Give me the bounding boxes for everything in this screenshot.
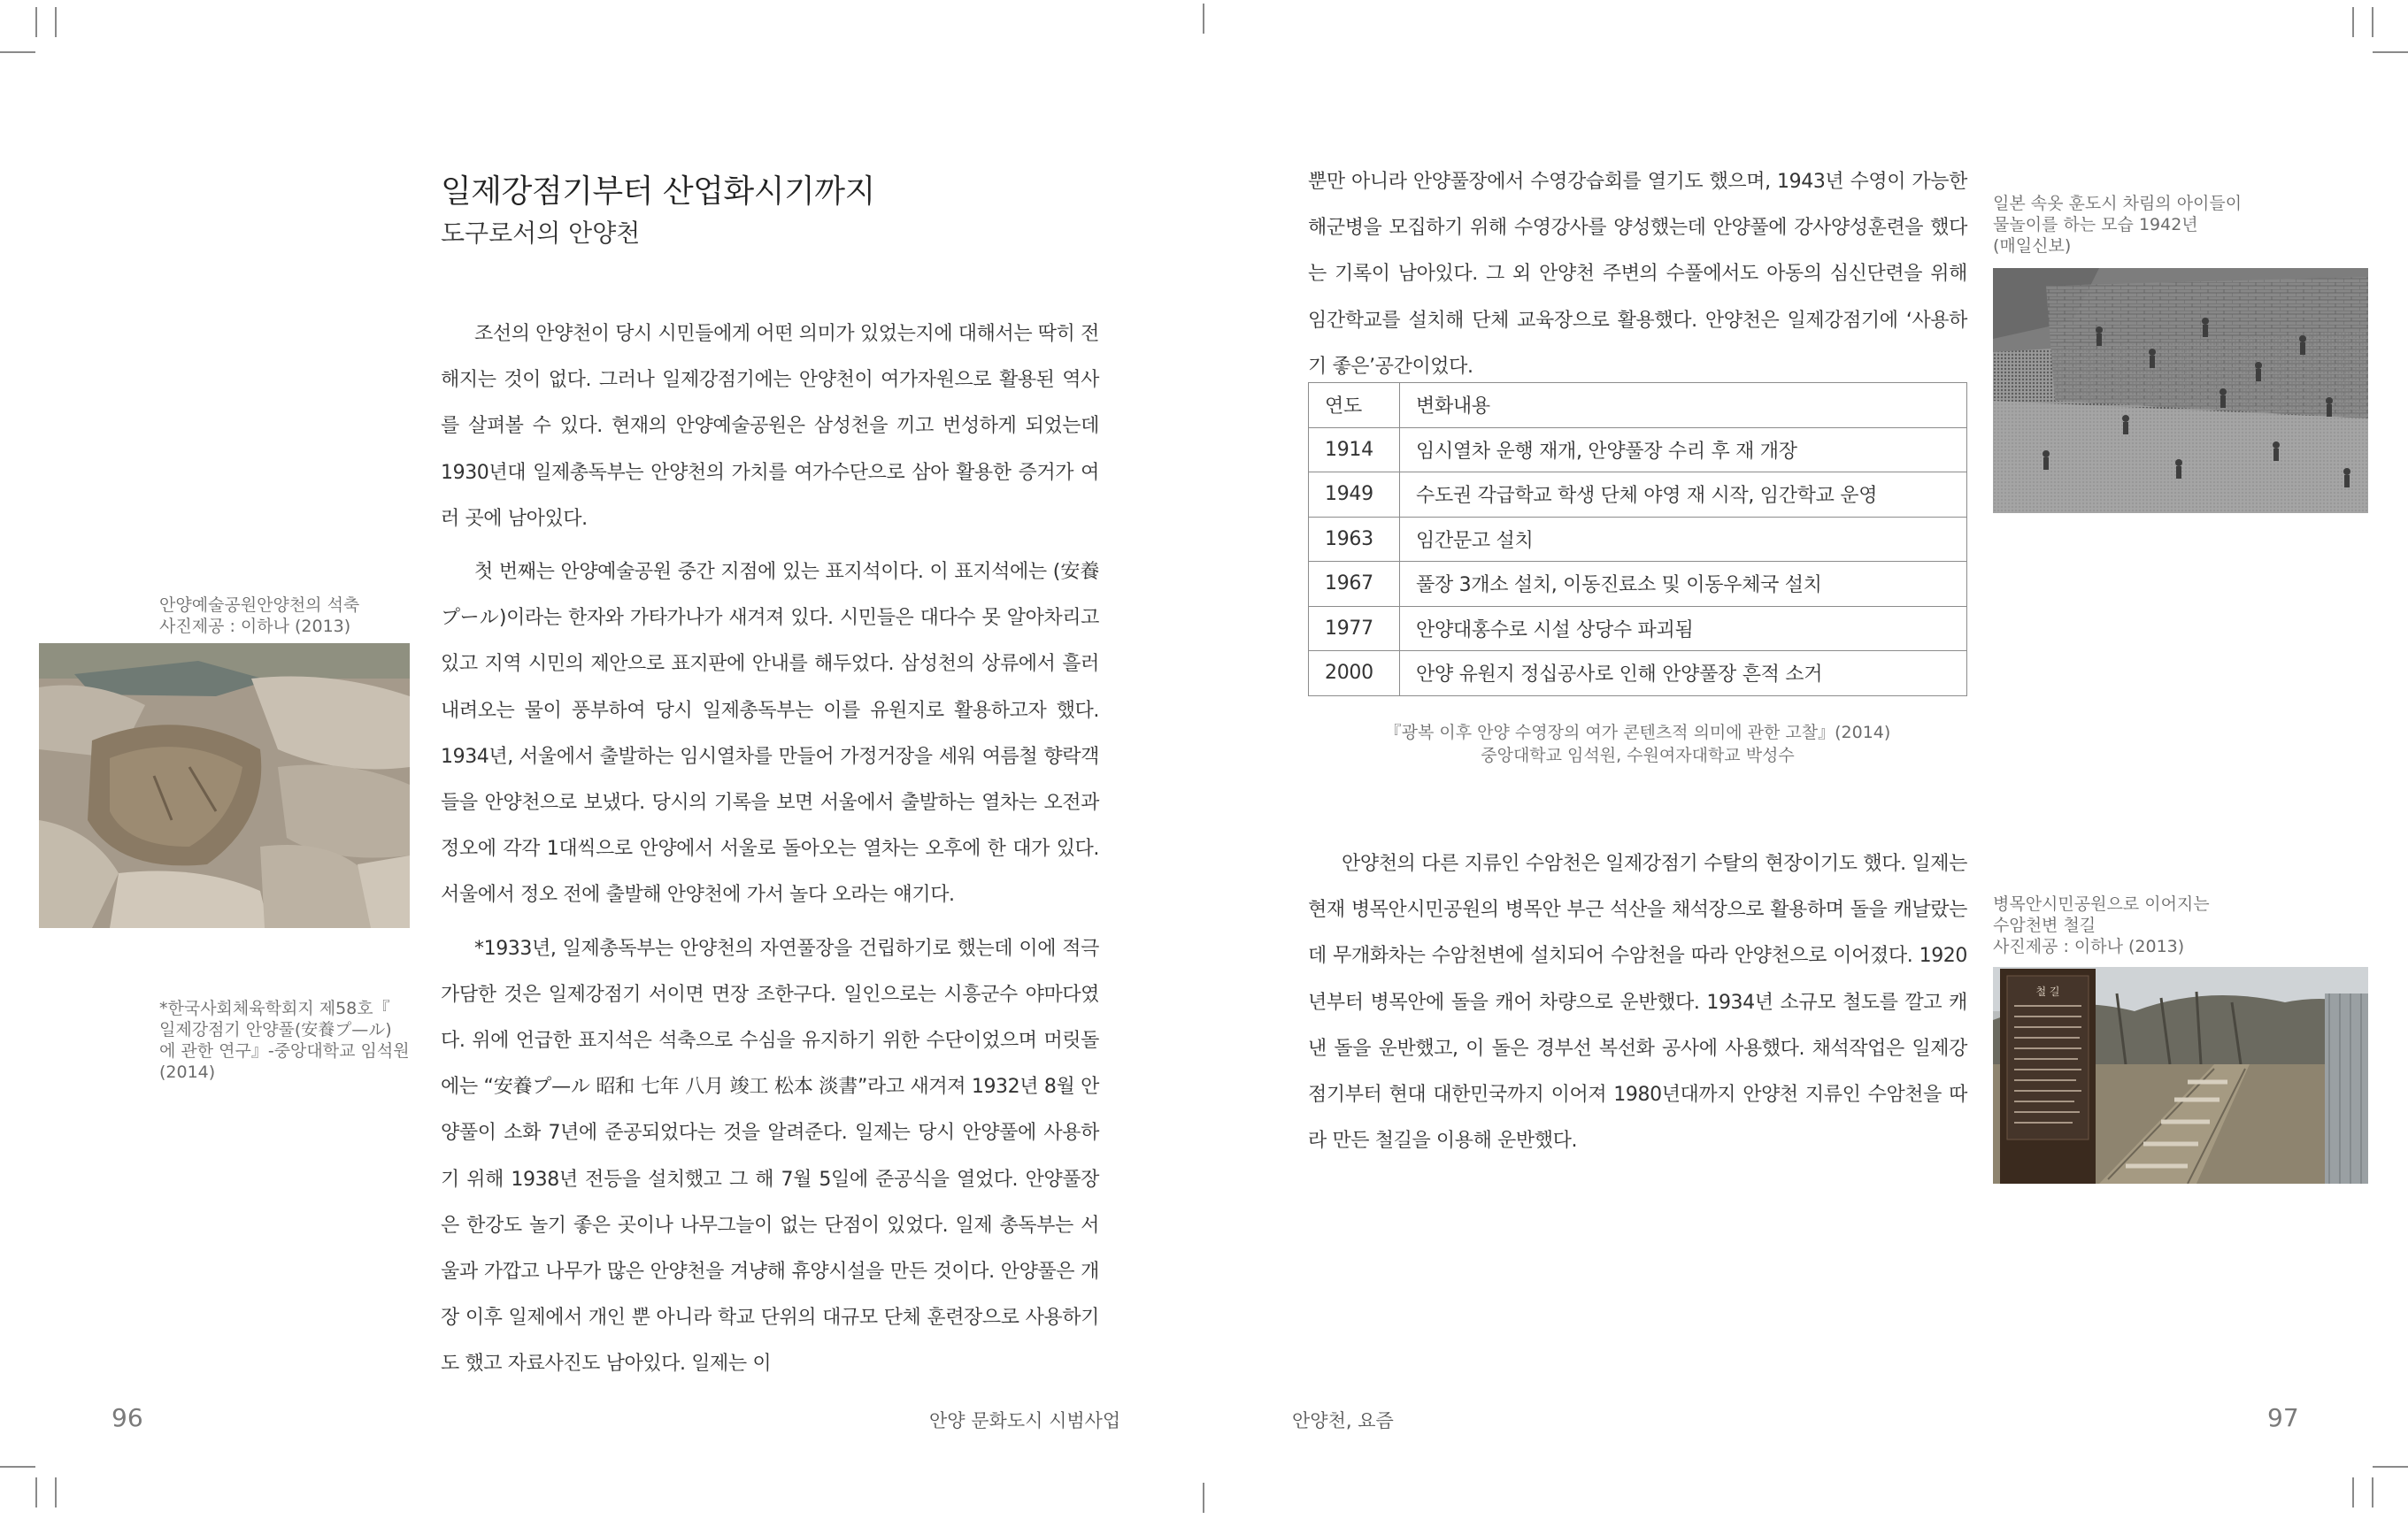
page-number-right: 97 (2267, 1403, 2299, 1432)
body-paragraph: *1933년, 일제총독부는 안양천의 자연풀장을 건립하기로 했는데 이에 적극 가담한 것은 일제강점기 서이면 면장 조한구다. 일인으로는 시흥군수 야마다였다. 위에 언급한 표지석은 석축으로 수심을 유지하기 위한 수단이었으며 머릿돌에는 “安養プ—ル 昭和 七年 八月 竣工 松本 淡書”라고 새겨져 1932년 8월 안양풀이 소화 7년에 준공되었다는 것을 알려준다. 일제는 당시 안양풀에 사용하기 위해 1938년 전등을 설치했고 그 해 7월 5일에 준공식을 열었다. 안양풀장은 한강도 놀기 좋은 곳이나 나무그늘이 없는 단점이 있었다. 일제 총독부는 서울과 가깝고 나무가 많은 안양천을 겨냥해 휴양시설을 만든 것이다. 안양풀은 개장 이후 일제에서 개인 뿐 아니라 학교 단위의 대규모 단체 훈련장으로 사용하기도 했고 자료사진도 남아있다. 일제는 이 (441, 937, 1099, 1376)
table-year-cell: 1949 (1309, 472, 1400, 518)
table-change-cell: 수도권 각급학교 학생 단체 야영 재 시작, 임간학교 운영 (1400, 472, 1967, 518)
table-year-cell: 1963 (1309, 517, 1400, 562)
body-paragraph: 조선의 안양천이 당시 시민들에게 어떤 의미가 있었는지에 대해서는 딱히 전해지는 것이 없다. 그러나 일제강점기에는 안양천이 여가자원으로 활용된 역사를 살펴볼 수 있다. 현재의 안양예술공원은 삼성천을 끼고 번성하게 되었는데 1930년대 일제총독부는 안양천의 가치를 여가수단으로 삼아 활용한 증거가 여러 곳에 남아있다. (441, 323, 1099, 530)
crop-mark (2373, 51, 2408, 53)
caption-line: 수암천변 철길 (1993, 916, 2096, 935)
running-footer-right: 안양천, 요즘 (1292, 1410, 1394, 1431)
caption-line: 일본 속옷 훈도시 차림의 아이들이 (1993, 194, 2243, 213)
table-header-cell: 연도 (1309, 383, 1400, 428)
table-change-cell: 임간문고 설치 (1400, 517, 1967, 562)
source-line: 『광복 이후 안양 수영장의 여가 콘텐츠적 의미에 관한 고찰』(2014) (1384, 723, 1891, 742)
caption-line: 사진제공 : 이하나 (2013) (159, 617, 351, 636)
caption-line: 물놀이를 하는 모습 1942년 (1993, 215, 2198, 234)
body-paragraph: 뿐만 아니라 안양풀장에서 수영강습회를 열기도 했으며, 1943년 수영이 가능한 해군병을 모집하기 위해 수영강사를 양성했는데 안양풀에 강사양성훈련을 했다는 기록이 남아있다. 그 외 안양천 주변의 수풀에서도 아동의 심신단련을 위해 임간학교를 설치해 단체 교육장으로 활용했다. 안양천은 일제강점기에 ‘사용하기 좋은’공간이었다. (1308, 171, 1967, 378)
crop-mark (2373, 1466, 2408, 1468)
crop-mark (2372, 7, 2373, 37)
table-change-cell: 풀장 3개소 설치, 이동진료소 및 이동우체국 설치 (1400, 562, 1967, 607)
source-line: 중앙대학교 임석원, 수원여자대학교 박성수 (1481, 746, 1795, 765)
table-row (1309, 427, 1967, 472)
table-change-cell: 임시열차 운행 재개, 안양풀장 수리 후 재 개장 (1400, 427, 1967, 472)
table-year-cell: 1977 (1309, 606, 1400, 651)
table-change-cell: 안양 유원지 정십공사로 인해 안양풀장 흔적 소거 (1400, 651, 1967, 696)
table-row (1309, 517, 1967, 562)
footnote (159, 998, 410, 1083)
table-year-cell: 1967 (1309, 562, 1400, 607)
left-body-text (441, 311, 1099, 1388)
table-change-cell: 안양대홍수로 시설 상당수 파괴됨 (1400, 606, 1967, 651)
footnote-line: 에 관한 연구』-중앙대학교 임석원 (159, 1041, 410, 1061)
crop-mark (1203, 1483, 1204, 1513)
crop-mark (35, 1477, 37, 1507)
table-header-cell: 변화내용 (1400, 383, 1967, 428)
right-bottom-text (1308, 841, 1967, 1164)
crop-mark (2352, 1477, 2354, 1507)
table-row (1309, 562, 1967, 607)
crop-mark (2352, 7, 2354, 37)
page-title: 일제강점기부터 산업화시기까지 (441, 173, 875, 210)
caption-line: 안양예술공원안양천의 석축 (159, 595, 360, 615)
railway-path-photo (1993, 967, 2368, 1184)
crop-mark (0, 1466, 35, 1468)
photo-caption (1993, 894, 2210, 957)
stone-embankment-photo (39, 643, 410, 928)
crop-mark (55, 1477, 57, 1507)
table-year-cell: 1914 (1309, 427, 1400, 472)
sign-title: 철 길 (2035, 986, 2060, 998)
body-paragraph: 첫 번째는 안양예술공원 중간 지점에 있는 표지석이다. 이 표지석에는 (安養 プール)이라는 한자와 가타가나가 새겨져 있다. 시민들은 대다수 못 알아차리고 있고 지역 시민의 제안으로 표지판에 안내를 해두었다. 삼성천의 상류에서 흘러내려오는 물이 풍부하여 당시 일제총독부는 이를 유원지로 활용하고자 했다. 1934년, 서울에서 출발하는 임시열차를 만들어 가정거장을 세워 여름철 향락객들을 안양천으로 보냈다. 당시의 기록을 보면 서울에서 출발하는 열차는 오전과 정오에 각각 1대씩으로 안양에서 서울로 돌아오는 열차는 오후에 한 대가 있다. 서울에서 정오 전에 출발해 안양천에 가서 놀다 오라는 얘기다. (441, 561, 1099, 907)
table-row (1309, 606, 1967, 651)
page-number-left: 96 (112, 1403, 143, 1432)
photo-caption (1993, 193, 2242, 257)
table-header-row (1309, 383, 1967, 428)
crop-mark (2372, 1477, 2373, 1507)
crop-mark (1203, 4, 1204, 34)
photo-caption (159, 595, 359, 637)
table-source (1308, 721, 1967, 767)
table-row (1309, 651, 1967, 696)
running-footer-left: 안양 문화도시 시범사업 (929, 1410, 1121, 1431)
caption-line: 사진제공 : 이하나 (2013) (1993, 937, 2185, 956)
table-year-cell: 2000 (1309, 651, 1400, 696)
historic-swimming-photo (1993, 268, 2368, 513)
history-table (1308, 382, 1967, 696)
caption-line: (매일신보) (1993, 236, 2072, 256)
table-row (1309, 472, 1967, 518)
crop-mark (0, 51, 35, 53)
footnote-line: (2014) (159, 1063, 216, 1082)
right-top-text (1308, 159, 1967, 390)
body-paragraph: 안양천의 다른 지류인 수암천은 일제강점기 수탈의 현장이기도 했다. 일제는 현재 병목안시민공원의 병목안 부근 석산을 채석장으로 활용하며 돌을 캐날랐는데 무개화차는 수암천변에 설치되어 수암천을 따라 안양천으로 이어졌다. 1920년부터 병목안에 돌을 캐어 차량으로 운반했다. 1934년 소규모 철도를 깔고 캐낸 돌을 운반했고, 이 돌은 경부선 복선화 공사에 사용했다. 채석작업은 일제강점기부터 현대 대한민국까지 이어져 1980년대까지 안양천 지류인 수암천을 따라 만든 철길을 이용해 운반했다. (1308, 853, 1967, 1153)
crop-mark (55, 7, 57, 37)
page-subtitle: 도구로서의 안양천 (441, 219, 641, 248)
footnote-line: 일제강점기 안양풀(安養プ—ル) (159, 1020, 392, 1040)
footnote-line: *한국사회체육학회지 제58호『 (159, 999, 390, 1018)
caption-line: 병목안시민공원으로 이어지는 (1993, 894, 2210, 914)
crop-mark (35, 7, 37, 37)
